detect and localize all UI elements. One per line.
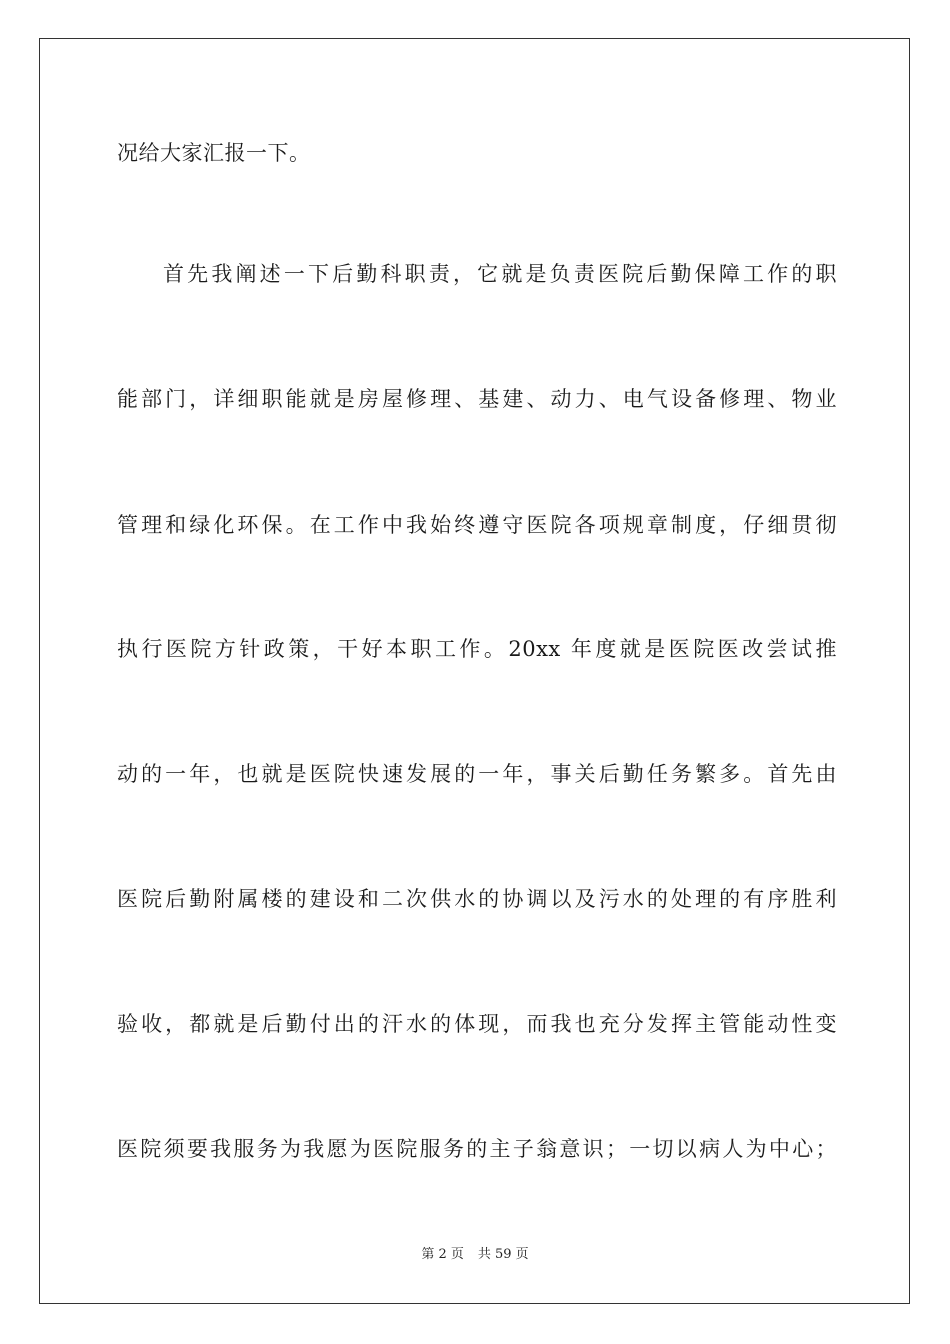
page-border [39, 38, 910, 1304]
page-total: 共 59 页 [477, 1247, 529, 1262]
text-line-1: 况给大家汇报一下。 [117, 141, 311, 165]
page-number: 第 2 页 [421, 1247, 464, 1262]
text-line-5: 执行医院方针政策，干好本职工作。20xx 年度就是医院医改尝试推 [117, 637, 837, 661]
page-footer [0, 1246, 950, 1264]
text-line-9: 医院须要我服务为我愿为医院服务的主子翁意识；一切以病人为中心； [117, 1137, 837, 1161]
text-line-3: 能部门，详细职能就是房屋修理、基建、动力、电气设备修理、物业 [117, 387, 837, 411]
text-line-6: 动的一年，也就是医院快速发展的一年，事关后勤任务繁多。首先由 [117, 762, 837, 786]
text-line-4: 管理和绿化环保。在工作中我始终遵守医院各项规章制度，仔细贯彻 [117, 513, 837, 537]
text-line-2: 首先我阐述一下后勤科职责，它就是负责医院后勤保障工作的职 [163, 262, 837, 286]
text-line-8: 验收，都就是后勤付出的汗水的体现，而我也充分发挥主管能动性变 [117, 1012, 837, 1036]
text-line-7: 医院后勤附属楼的建设和二次供水的协调以及污水的处理的有序胜利 [117, 887, 837, 911]
